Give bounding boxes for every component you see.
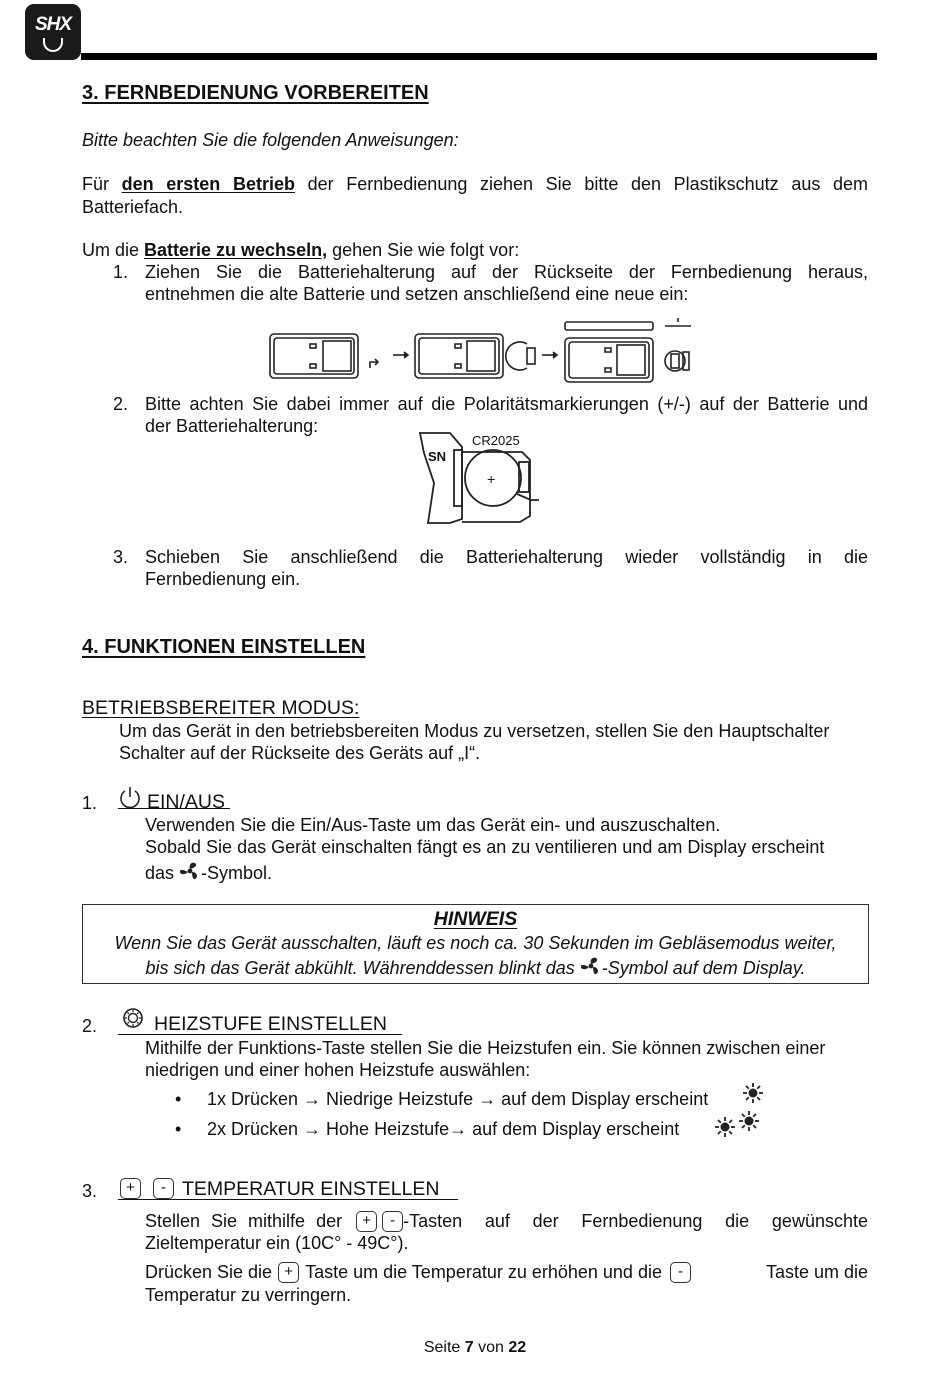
bullet-mark: • [175,1119,182,1139]
shx-logo [25,4,81,60]
item-2-title: HEIZSTUFE EINSTELLEN [154,1013,387,1035]
section-3-title: 3. FERNBEDIENUNG VORBEREITEN [82,82,429,104]
minus-key-icon: - [670,1262,691,1283]
item-1-line3: das -Symbol. [145,863,273,883]
item-3-paragraph-1: Stellen Sie mithilfe der + - -Tasten auf der Fernbedienung die gewünschte [145,1211,868,1231]
step-1-line1: Ziehen Sie die Batteriehalterung auf der Rückseite der Fernbedienung heraus, [145,262,868,282]
bullet-2-text: 2x Drücken → Hohe Heizstufe→ auf dem Display erscheint [207,1119,680,1139]
plus-key-icon: + [120,1178,141,1199]
sun-icon [738,1110,760,1132]
standby-line2: Schalter auf der Rückseite des Geräts auf „I“. [119,743,481,763]
power-icon [118,785,142,809]
note-title: HINWEIS [433,908,518,930]
minus-key-icon: - [382,1211,403,1232]
bullet-1-text: 1x Drücken → Niedrige Heizstufe → auf dem Display erscheint [207,1089,709,1109]
step-2-line1: Bitte achten Sie dabei immer auf die Polaritätsmarkierungen (+/-) auf der Batterie und [145,394,868,414]
note-box [82,904,869,984]
sun-icon [714,1116,736,1138]
sun-icon [742,1082,764,1104]
plus-key-icon: + [278,1262,299,1283]
fan-icon [179,861,201,881]
header-rule [81,53,877,60]
page-footer: Seite 7 von 22 [423,1339,527,1356]
first-use-paragraph: Für den ersten Betrieb der Fernbedienung ziehen Sie bitte den Plastikschutz aus dem [82,174,868,194]
step-1-line2: entnehmen die alte Batterie und setzen anschließend eine neue ein: [145,284,689,304]
holder-label: SN [428,449,447,464]
step-2-number: 2. [113,394,129,414]
step-2-line2: der Batteriehalterung: [145,416,319,436]
item-3-paragraph-2-line2: Temperatur zu verringern. [145,1285,352,1305]
item-2-line1: Mithilfe der Funktions-Taste stellen Sie die Heizstufen ein. Sie können zwischen einer [145,1038,826,1058]
item-3-paragraph-1-line2: Zieltemperatur ein (10C° - 49C°). [145,1233,409,1253]
step-3-line1: Schieben Sie anschließend die Batteriehalterung wieder vollständig in die [145,547,868,567]
item-3-paragraph-2: Drücken Sie die + Taste um die Temperatur zu erhöhen und die - Taste um die [145,1262,868,1282]
plus-key-icon: + [356,1211,377,1232]
standby-title: BETRIEBSBEREITER MODUS: [82,697,360,719]
item-1-number: 1. [82,793,98,813]
section-3-intro: Bitte beachten Sie die folgenden Anweisungen: [82,130,459,150]
first-use-paragraph-line2: Batteriefach. [82,197,184,217]
item-1-line1: Verwenden Sie die Ein/Aus-Taste um das Gerät ein- und auszuschalten. [145,815,721,835]
logo-ring [43,38,63,52]
standby-line1: Um das Gerät in den betriebsbereiten Modus zu versetzen, stellen Sie den Hauptschalter [119,721,830,741]
note-line2: bis sich das Gerät abkühlt. Währenddessen blinkt das -Symbol auf dem Display. [145,958,806,978]
logo-text: SHX [34,14,72,35]
item-2-number: 2. [82,1016,98,1036]
section-4-title: 4. FUNKTIONEN EINSTELLEN [82,636,366,658]
note-line1: Wenn Sie das Gerät ausschalten, läuft es noch ca. 30 Sekunden im Gebläsemodus weiter, [114,933,837,953]
step-3-line2: Fernbedienung ein. [145,569,301,589]
step-3-number: 3. [113,547,129,567]
polarity-plus-mark: + [487,471,496,487]
item-3-number: 3. [82,1181,98,1201]
heat-level-icon [120,1006,146,1030]
step-1-number: 1. [113,262,129,282]
bullet-mark: • [175,1089,182,1109]
battery-type-label: CR2025 [472,433,520,448]
item-2-line2: niedrigen und einer hohen Heizstufe auswählen: [145,1060,531,1080]
battery-replacement-illustration [265,312,700,392]
item-3-title: TEMPERATUR EINSTELLEN [182,1178,440,1200]
fan-icon [580,956,602,976]
item-3-keys [120,1173,174,1199]
battery-change-intro: Um die Batterie zu wechseln, gehen Sie wie folgt vor: [82,240,520,260]
item-1-title: EIN/AUS [147,791,226,813]
item-1-line2: Sobald Sie das Gerät einschalten fängt es an zu ventilieren und am Display erscheint [145,837,825,857]
minus-key-icon: - [153,1178,174,1199]
